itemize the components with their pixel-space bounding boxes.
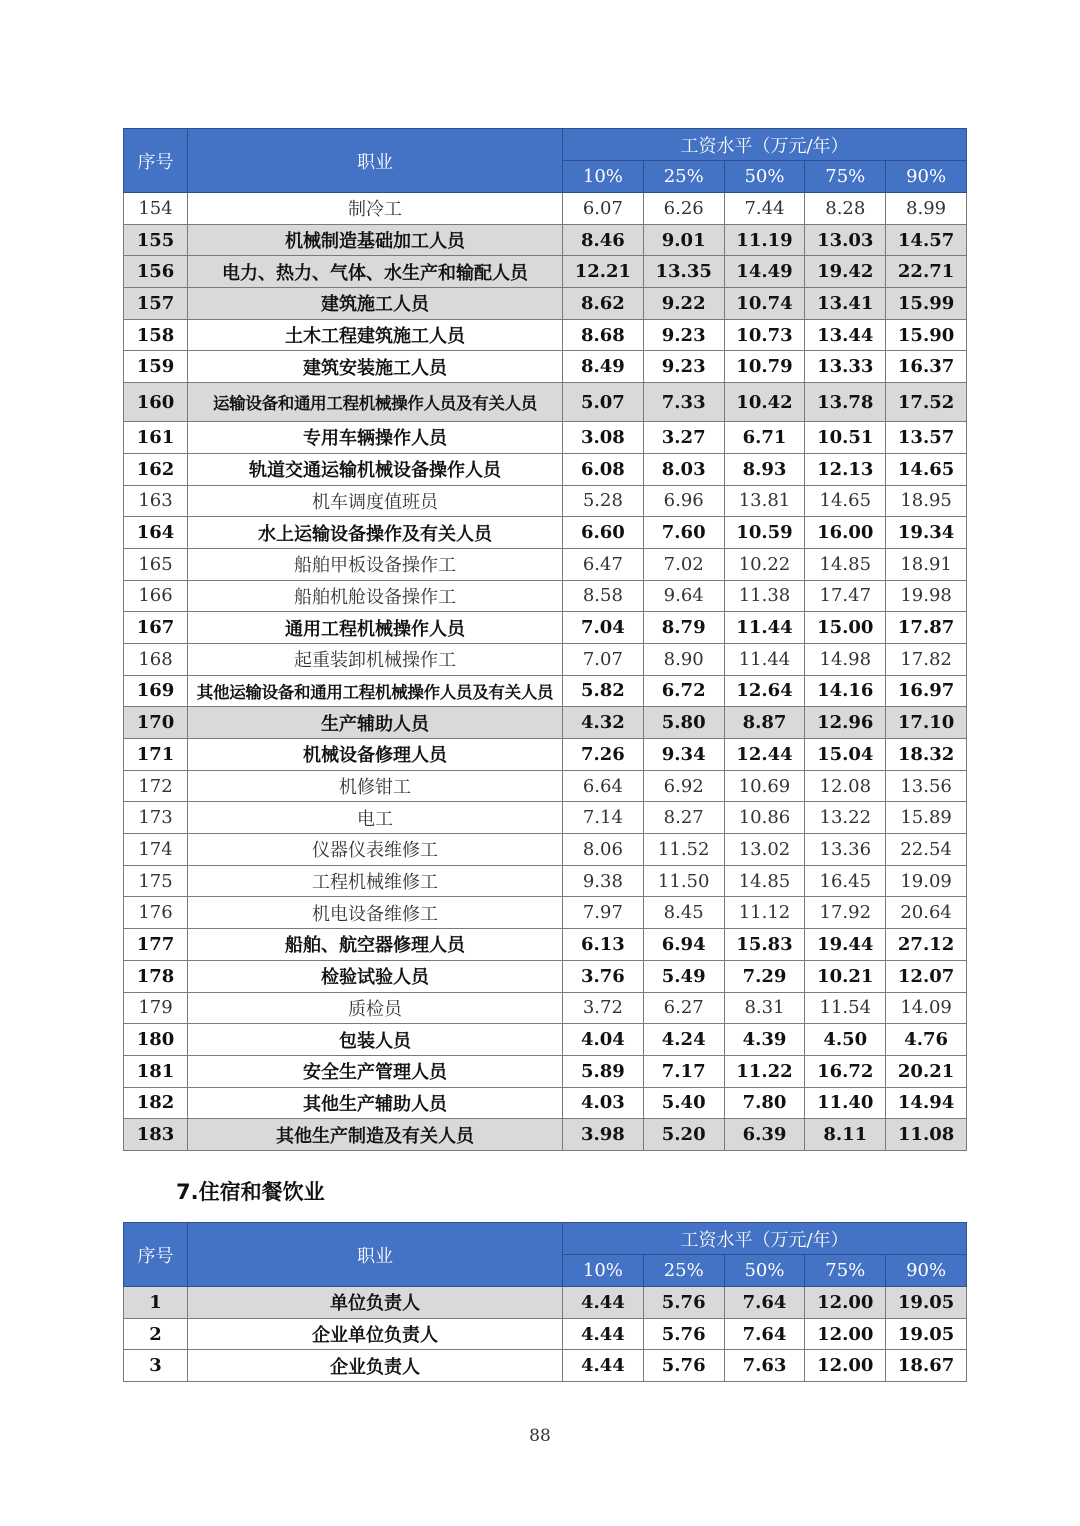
- row-value-p10: 12.21: [563, 256, 644, 288]
- row-value-p75: 13.22: [805, 802, 886, 834]
- table-row: [124, 224, 967, 256]
- row-value-p10: 8.68: [563, 319, 644, 351]
- row-value-p75: 14.16: [805, 675, 886, 707]
- row-seq: 180: [124, 1024, 188, 1056]
- row-value-p25: 7.17: [643, 1055, 724, 1087]
- row-value-p10: 5.89: [563, 1055, 644, 1087]
- row-value-p50: 6.71: [724, 422, 805, 454]
- row-value-p50: 4.39: [724, 1024, 805, 1056]
- row-seq: 183: [124, 1119, 188, 1151]
- table-row: [124, 517, 967, 549]
- row-value-p90: 18.67: [886, 1350, 967, 1382]
- row-value-p25: 5.40: [643, 1087, 724, 1119]
- row-occupation: 单位负责人: [188, 1287, 563, 1319]
- table-row: [124, 960, 967, 992]
- row-value-p10: 5.82: [563, 675, 644, 707]
- table-row: [124, 770, 967, 802]
- row-occupation: 生产辅助人员: [188, 707, 563, 739]
- row-value-p10: 4.44: [563, 1287, 644, 1319]
- row-value-p10: 8.62: [563, 288, 644, 320]
- row-value-p90: 15.99: [886, 288, 967, 320]
- table-row: [124, 834, 967, 866]
- row-occupation: 通用工程机械操作人员: [188, 612, 563, 644]
- row-value-p75: 13.44: [805, 319, 886, 351]
- row-seq: 165: [124, 548, 188, 580]
- row-occupation: 电力、热力、气体、水生产和输配人员: [188, 256, 563, 288]
- row-value-p10: 7.97: [563, 897, 644, 929]
- table-row: [124, 383, 967, 422]
- row-value-p75: 16.72: [805, 1055, 886, 1087]
- table-body: [124, 1287, 967, 1382]
- row-value-p75: 11.54: [805, 992, 886, 1024]
- row-occupation: 机修钳工: [188, 770, 563, 802]
- header-occupation: 职业: [188, 129, 563, 193]
- row-value-p10: 4.44: [563, 1318, 644, 1350]
- row-value-p10: 7.04: [563, 612, 644, 644]
- table-row: [124, 643, 967, 675]
- row-seq: 169: [124, 675, 188, 707]
- header-p90: 90%: [886, 161, 967, 193]
- row-value-p75: 11.40: [805, 1087, 886, 1119]
- table-row: [124, 1287, 967, 1319]
- table-row: [124, 929, 967, 961]
- row-value-p50: 13.02: [724, 834, 805, 866]
- row-value-p75: 19.44: [805, 929, 886, 961]
- row-value-p25: 4.24: [643, 1024, 724, 1056]
- row-value-p90: 17.87: [886, 612, 967, 644]
- table-row: [124, 422, 967, 454]
- table-body: [124, 193, 967, 1151]
- row-occupation: 机械设备修理人员: [188, 739, 563, 771]
- row-value-p25: 13.35: [643, 256, 724, 288]
- header-seq: 序号: [124, 1223, 188, 1287]
- row-value-p75: 15.00: [805, 612, 886, 644]
- row-value-p75: 12.96: [805, 707, 886, 739]
- table-row: [124, 802, 967, 834]
- row-value-p10: 8.58: [563, 580, 644, 612]
- row-value-p50: 15.83: [724, 929, 805, 961]
- row-value-p50: 7.64: [724, 1287, 805, 1319]
- row-occupation: 建筑施工人员: [188, 288, 563, 320]
- header-p25: 25%: [643, 1255, 724, 1287]
- row-seq: 3: [124, 1350, 188, 1382]
- row-seq: 154: [124, 193, 188, 225]
- row-value-p90: 11.08: [886, 1119, 967, 1151]
- row-value-p10: 3.72: [563, 992, 644, 1024]
- row-value-p10: 7.26: [563, 739, 644, 771]
- row-value-p25: 5.76: [643, 1287, 724, 1319]
- row-occupation: 建筑安装施工人员: [188, 351, 563, 383]
- row-seq: 164: [124, 517, 188, 549]
- row-value-p25: 11.50: [643, 865, 724, 897]
- row-value-p10: 3.76: [563, 960, 644, 992]
- row-value-p90: 15.90: [886, 319, 967, 351]
- table-row: [124, 548, 967, 580]
- row-occupation: 船舶机舱设备操作工: [188, 580, 563, 612]
- header-p50: 50%: [724, 1255, 805, 1287]
- row-seq: 1: [124, 1287, 188, 1319]
- row-seq: 157: [124, 288, 188, 320]
- row-value-p75: 4.50: [805, 1024, 886, 1056]
- row-occupation: 包装人员: [188, 1024, 563, 1056]
- row-value-p10: 7.07: [563, 643, 644, 675]
- row-value-p90: 19.34: [886, 517, 967, 549]
- row-value-p25: 7.60: [643, 517, 724, 549]
- table-row: [124, 865, 967, 897]
- row-occupation: 其他生产制造及有关人员: [188, 1119, 563, 1151]
- row-value-p25: 5.80: [643, 707, 724, 739]
- row-value-p50: 8.87: [724, 707, 805, 739]
- row-value-p75: 15.04: [805, 739, 886, 771]
- row-occupation: 专用车辆操作人员: [188, 422, 563, 454]
- row-occupation: 企业单位负责人: [188, 1318, 563, 1350]
- header-p75: 75%: [805, 1255, 886, 1287]
- row-value-p90: 19.98: [886, 580, 967, 612]
- table-row: [124, 1350, 967, 1382]
- row-value-p90: 19.09: [886, 865, 967, 897]
- row-value-p10: 6.08: [563, 453, 644, 485]
- row-value-p50: 14.49: [724, 256, 805, 288]
- row-value-p25: 9.23: [643, 351, 724, 383]
- row-value-p50: 10.86: [724, 802, 805, 834]
- row-seq: 167: [124, 612, 188, 644]
- row-value-p75: 19.42: [805, 256, 886, 288]
- row-seq: 175: [124, 865, 188, 897]
- row-occupation: 电工: [188, 802, 563, 834]
- row-occupation: 水上运输设备操作及有关人员: [188, 517, 563, 549]
- row-value-p50: 10.73: [724, 319, 805, 351]
- row-value-p25: 8.90: [643, 643, 724, 675]
- row-value-p25: 8.27: [643, 802, 724, 834]
- row-value-p75: 16.00: [805, 517, 886, 549]
- row-value-p50: 7.64: [724, 1318, 805, 1350]
- row-value-p10: 7.14: [563, 802, 644, 834]
- section-title: 7.住宿和餐饮业: [176, 1180, 325, 1204]
- table-row: [124, 193, 967, 225]
- row-seq: 177: [124, 929, 188, 961]
- row-seq: 172: [124, 770, 188, 802]
- row-value-p50: 12.64: [724, 675, 805, 707]
- row-value-p75: 12.00: [805, 1350, 886, 1382]
- row-value-p75: 12.00: [805, 1287, 886, 1319]
- row-value-p10: 5.07: [563, 383, 644, 422]
- row-seq: 161: [124, 422, 188, 454]
- table-row: [124, 707, 967, 739]
- table-row: [124, 739, 967, 771]
- row-seq: 162: [124, 453, 188, 485]
- row-value-p75: 16.45: [805, 865, 886, 897]
- row-occupation: 船舶、航空器修理人员: [188, 929, 563, 961]
- row-value-p50: 10.74: [724, 288, 805, 320]
- row-value-p25: 9.22: [643, 288, 724, 320]
- row-seq: 160: [124, 383, 188, 422]
- row-value-p25: 7.02: [643, 548, 724, 580]
- wage-table-manufacturing: [123, 128, 967, 1151]
- page-number: 88: [529, 1426, 551, 1446]
- header-p90: 90%: [886, 1255, 967, 1287]
- row-seq: 182: [124, 1087, 188, 1119]
- row-occupation: 检验试验人员: [188, 960, 563, 992]
- row-value-p75: 13.41: [805, 288, 886, 320]
- table-row: [124, 453, 967, 485]
- table-row: [124, 897, 967, 929]
- row-value-p25: 6.26: [643, 193, 724, 225]
- header-p10: 10%: [563, 1255, 644, 1287]
- row-value-p25: 6.27: [643, 992, 724, 1024]
- row-seq: 159: [124, 351, 188, 383]
- row-value-p10: 9.38: [563, 865, 644, 897]
- row-value-p10: 6.64: [563, 770, 644, 802]
- row-seq: 174: [124, 834, 188, 866]
- row-value-p10: 8.06: [563, 834, 644, 866]
- row-value-p10: 4.44: [563, 1350, 644, 1382]
- row-value-p75: 12.13: [805, 453, 886, 485]
- row-value-p50: 7.29: [724, 960, 805, 992]
- row-value-p10: 8.46: [563, 224, 644, 256]
- row-value-p25: 8.45: [643, 897, 724, 929]
- row-value-p90: 14.57: [886, 224, 967, 256]
- row-value-p50: 11.12: [724, 897, 805, 929]
- row-seq: 158: [124, 319, 188, 351]
- row-occupation: 机械制造基础加工人员: [188, 224, 563, 256]
- row-value-p75: 13.03: [805, 224, 886, 256]
- row-occupation: 机车调度值班员: [188, 485, 563, 517]
- wage-table-hospitality: [123, 1222, 967, 1382]
- row-value-p90: 19.05: [886, 1318, 967, 1350]
- row-value-p90: 18.91: [886, 548, 967, 580]
- header-seq: 序号: [124, 129, 188, 193]
- row-value-p25: 7.33: [643, 383, 724, 422]
- row-seq: 2: [124, 1318, 188, 1350]
- row-value-p75: 12.08: [805, 770, 886, 802]
- row-value-p90: 14.65: [886, 453, 967, 485]
- row-value-p75: 8.28: [805, 193, 886, 225]
- row-value-p50: 11.44: [724, 612, 805, 644]
- row-value-p50: 13.81: [724, 485, 805, 517]
- row-occupation: 工程机械维修工: [188, 865, 563, 897]
- row-value-p50: 11.44: [724, 643, 805, 675]
- row-occupation: 机电设备维修工: [188, 897, 563, 929]
- row-value-p25: 9.23: [643, 319, 724, 351]
- row-value-p25: 6.92: [643, 770, 724, 802]
- row-value-p10: 4.32: [563, 707, 644, 739]
- row-value-p50: 11.22: [724, 1055, 805, 1087]
- table-row: [124, 612, 967, 644]
- row-value-p10: 8.49: [563, 351, 644, 383]
- row-value-p75: 14.85: [805, 548, 886, 580]
- row-value-p50: 14.85: [724, 865, 805, 897]
- row-occupation: 土木工程建筑施工人员: [188, 319, 563, 351]
- row-value-p90: 27.12: [886, 929, 967, 961]
- row-seq: 156: [124, 256, 188, 288]
- row-value-p90: 12.07: [886, 960, 967, 992]
- row-value-p10: 6.13: [563, 929, 644, 961]
- row-value-p90: 15.89: [886, 802, 967, 834]
- row-value-p90: 20.21: [886, 1055, 967, 1087]
- row-occupation: 船舶甲板设备操作工: [188, 548, 563, 580]
- row-value-p50: 12.44: [724, 739, 805, 771]
- row-value-p90: 18.95: [886, 485, 967, 517]
- row-value-p25: 6.96: [643, 485, 724, 517]
- row-value-p25: 6.72: [643, 675, 724, 707]
- row-value-p25: 9.01: [643, 224, 724, 256]
- header-p75: 75%: [805, 161, 886, 193]
- row-value-p50: 7.44: [724, 193, 805, 225]
- row-seq: 155: [124, 224, 188, 256]
- row-value-p90: 17.82: [886, 643, 967, 675]
- row-value-p75: 14.98: [805, 643, 886, 675]
- table-row: [124, 1318, 967, 1350]
- row-value-p90: 4.76: [886, 1024, 967, 1056]
- row-value-p25: 8.03: [643, 453, 724, 485]
- row-occupation: 起重装卸机械操作工: [188, 643, 563, 675]
- row-value-p50: 7.80: [724, 1087, 805, 1119]
- row-value-p90: 22.54: [886, 834, 967, 866]
- row-value-p25: 11.52: [643, 834, 724, 866]
- table-row: [124, 675, 967, 707]
- row-value-p25: 5.20: [643, 1119, 724, 1151]
- row-value-p10: 3.98: [563, 1119, 644, 1151]
- row-value-p90: 16.37: [886, 351, 967, 383]
- row-value-p10: 4.04: [563, 1024, 644, 1056]
- row-value-p50: 10.42: [724, 383, 805, 422]
- header-p50: 50%: [724, 161, 805, 193]
- row-value-p25: 5.76: [643, 1318, 724, 1350]
- row-occupation: 企业负责人: [188, 1350, 563, 1382]
- table-row: [124, 1119, 967, 1151]
- row-value-p90: 20.64: [886, 897, 967, 929]
- row-value-p50: 6.39: [724, 1119, 805, 1151]
- table-row: [124, 288, 967, 320]
- row-value-p50: 10.69: [724, 770, 805, 802]
- header-wage-level: 工资水平（万元/年）: [563, 129, 967, 161]
- row-value-p90: 19.05: [886, 1287, 967, 1319]
- row-value-p50: 7.63: [724, 1350, 805, 1382]
- row-value-p25: 5.49: [643, 960, 724, 992]
- row-occupation: 质检员: [188, 992, 563, 1024]
- row-value-p75: 10.21: [805, 960, 886, 992]
- row-value-p25: 9.64: [643, 580, 724, 612]
- header-wage-level: 工资水平（万元/年）: [563, 1223, 967, 1255]
- row-value-p90: 18.32: [886, 739, 967, 771]
- table-row: [124, 485, 967, 517]
- row-value-p10: 3.08: [563, 422, 644, 454]
- row-occupation: 其他生产辅助人员: [188, 1087, 563, 1119]
- table-row: [124, 1024, 967, 1056]
- table-row: [124, 351, 967, 383]
- header-p10: 10%: [563, 161, 644, 193]
- row-value-p25: 8.79: [643, 612, 724, 644]
- row-seq: 176: [124, 897, 188, 929]
- table-row: [124, 1087, 967, 1119]
- header-occupation: 职业: [188, 1223, 563, 1287]
- row-value-p25: 5.76: [643, 1350, 724, 1382]
- row-value-p50: 10.22: [724, 548, 805, 580]
- row-value-p50: 11.19: [724, 224, 805, 256]
- row-value-p50: 10.79: [724, 351, 805, 383]
- row-value-p90: 13.57: [886, 422, 967, 454]
- row-value-p10: 6.60: [563, 517, 644, 549]
- row-value-p10: 4.03: [563, 1087, 644, 1119]
- row-value-p90: 13.56: [886, 770, 967, 802]
- table-row: [124, 256, 967, 288]
- row-value-p50: 11.38: [724, 580, 805, 612]
- row-value-p10: 6.07: [563, 193, 644, 225]
- row-value-p75: 13.36: [805, 834, 886, 866]
- row-value-p75: 17.92: [805, 897, 886, 929]
- row-value-p75: 10.51: [805, 422, 886, 454]
- row-occupation: 制冷工: [188, 193, 563, 225]
- row-value-p10: 6.47: [563, 548, 644, 580]
- row-seq: 163: [124, 485, 188, 517]
- row-value-p90: 8.99: [886, 193, 967, 225]
- table-row: [124, 992, 967, 1024]
- row-value-p50: 8.31: [724, 992, 805, 1024]
- table-row: [124, 580, 967, 612]
- row-value-p90: 16.97: [886, 675, 967, 707]
- row-value-p90: 14.94: [886, 1087, 967, 1119]
- row-occupation: 其他运输设备和通用工程机械操作人员及有关人员: [188, 675, 563, 707]
- row-value-p25: 3.27: [643, 422, 724, 454]
- row-value-p50: 8.93: [724, 453, 805, 485]
- row-value-p75: 13.78: [805, 383, 886, 422]
- row-value-p75: 17.47: [805, 580, 886, 612]
- row-seq: 179: [124, 992, 188, 1024]
- row-value-p10: 5.28: [563, 485, 644, 517]
- row-value-p75: 14.65: [805, 485, 886, 517]
- table-row: [124, 319, 967, 351]
- row-value-p25: 6.94: [643, 929, 724, 961]
- row-value-p90: 22.71: [886, 256, 967, 288]
- header-p25: 25%: [643, 161, 724, 193]
- row-value-p50: 10.59: [724, 517, 805, 549]
- row-value-p75: 12.00: [805, 1318, 886, 1350]
- row-occupation: 仪器仪表维修工: [188, 834, 563, 866]
- row-value-p90: 14.09: [886, 992, 967, 1024]
- row-value-p25: 9.34: [643, 739, 724, 771]
- row-occupation: 运输设备和通用工程机械操作人员及有关人员: [188, 383, 563, 422]
- row-seq: 173: [124, 802, 188, 834]
- row-value-p90: 17.52: [886, 383, 967, 422]
- row-seq: 168: [124, 643, 188, 675]
- row-seq: 178: [124, 960, 188, 992]
- row-occupation: 轨道交通运输机械设备操作人员: [188, 453, 563, 485]
- row-seq: 170: [124, 707, 188, 739]
- row-occupation: 安全生产管理人员: [188, 1055, 563, 1087]
- row-value-p75: 13.33: [805, 351, 886, 383]
- row-seq: 181: [124, 1055, 188, 1087]
- table-row: [124, 1055, 967, 1087]
- row-seq: 166: [124, 580, 188, 612]
- row-value-p90: 17.10: [886, 707, 967, 739]
- row-value-p75: 8.11: [805, 1119, 886, 1151]
- row-seq: 171: [124, 739, 188, 771]
